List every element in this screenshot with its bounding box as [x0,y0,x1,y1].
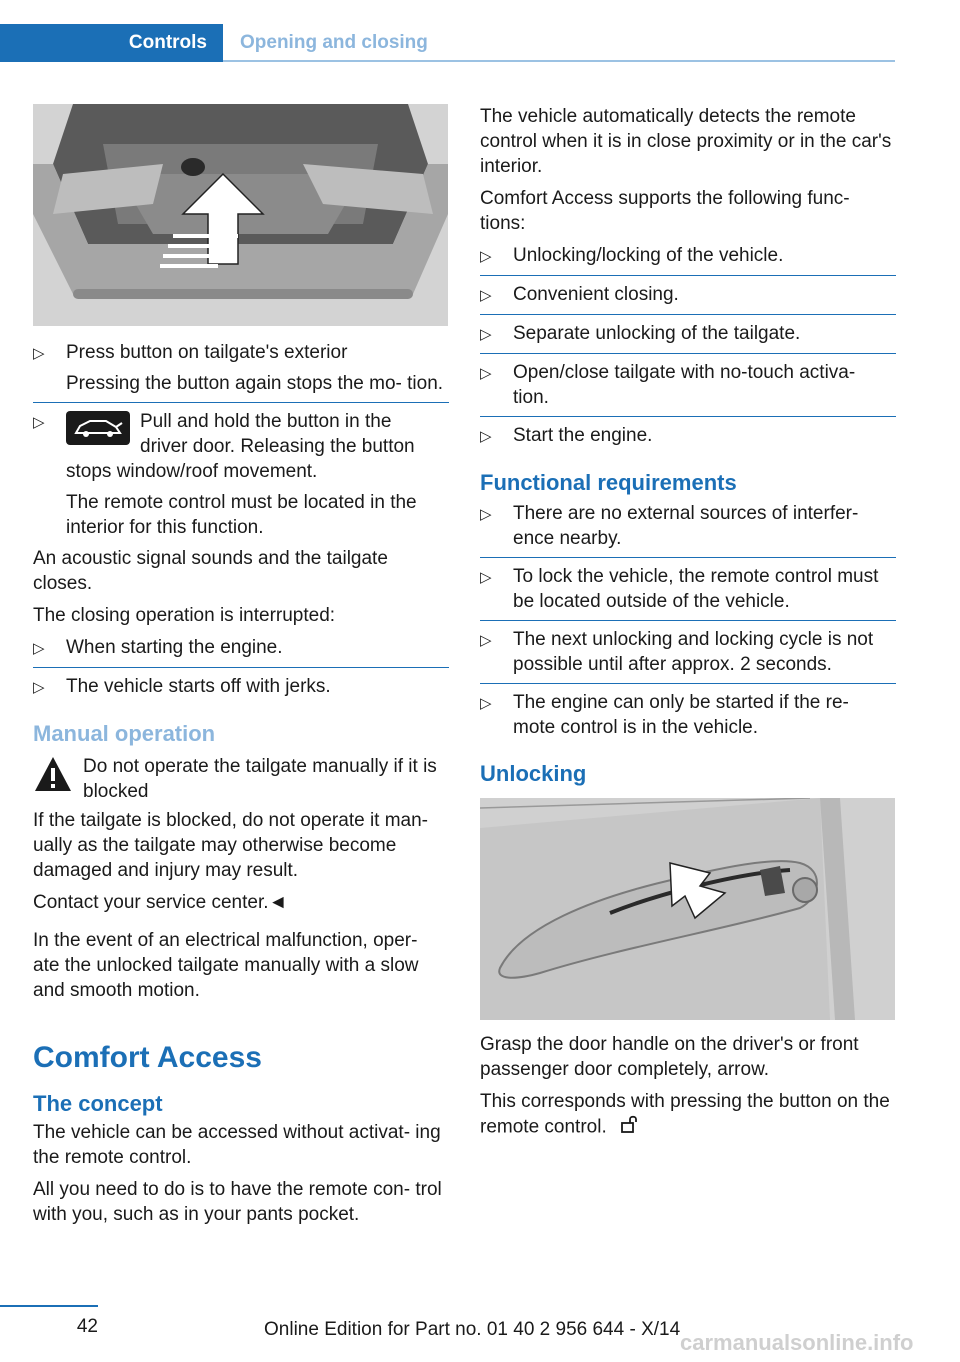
requirement-text: The engine can only be started if the re- mote control is in the vehicle. [513,692,849,738]
function-text: Convenient closing. [513,284,679,305]
bullet-separator [33,402,449,403]
triangle-right-icon: ▷ [480,287,492,304]
bullet-tailgate-button [33,340,449,396]
requirement-text: There are no external sources of interfer- ence nearby. [513,503,859,549]
triangle-right-icon: ▷ [480,569,492,586]
edition-text: Online Edition for Part no. 01 40 2 956 644 - X/14 [264,1319,681,1340]
concept-text-1: The vehicle can be accessed without activat- ing the remote control. [33,1122,441,1168]
left-column [33,104,449,1234]
triangle-right-icon: ▷ [480,695,492,712]
bullet-separator [480,353,896,354]
tailgate-figure [33,104,448,326]
triangle-right-icon: ▷ [33,679,45,696]
concept-text-2: All you need to do is to have the remote con- trol with you, such as in your pants pocket. [33,1179,442,1225]
bullet-text: The vehicle starts off with jerks. [66,676,331,697]
warning-title: Do not operate the tailgate manually if it is blocked [83,756,437,802]
subsection-tab: Opening and closing [240,32,428,53]
function-item [480,423,896,449]
function-item [480,360,896,410]
bullet-interrupt-engine [33,635,449,661]
requirement-text: The next unlocking and locking cycle is not possible until after approx. 2 seconds. [513,629,874,675]
bullet-separator [480,416,896,417]
para-acoustic: An acoustic signal sounds and the tailgate closes. [33,548,388,594]
bullet-title-line: driver door. Releasing the button [140,436,415,457]
heading-manual-operation: Manual operation [33,721,216,746]
function-text: Start the engine. [513,425,653,446]
para-detects: The vehicle automatically detects the remote control when it is in close proximity or in the car's interior. [480,106,892,177]
bullet-driver-door-button [33,409,449,540]
bullet-separator [480,275,896,276]
door-handle-illustration [480,798,895,1020]
triangle-right-icon: ▷ [480,632,492,649]
bullet-title-line: Pull and hold the button in the [140,411,392,432]
tailgate-illustration [33,104,448,326]
heading-comfort-access: Comfort Access [33,1041,262,1074]
para-corresponds [480,1089,896,1141]
function-item [480,243,896,269]
triangle-right-icon: ▷ [480,248,492,265]
bullet-interrupt-jerks [33,674,449,700]
function-text: Open/close tailgate with no-touch activa- tion. [513,362,856,408]
bullet-separator [480,557,896,558]
tailgate-car-icon [66,411,130,445]
function-item [480,282,896,308]
requirement-item [480,564,896,614]
heading-unlocking: Unlocking [480,761,587,786]
bullet-separator [480,620,896,621]
contact-service: Contact your service center.◄ [33,892,288,913]
triangle-right-icon: ▷ [33,345,45,362]
heading-concept: The concept [33,1091,163,1116]
bullet-separator [33,667,449,668]
watermark: carmanualsonline.info [680,1330,914,1355]
page-number: 42 [76,1316,98,1337]
triangle-right-icon: ▷ [480,428,492,445]
bullet-title: Press button on tailgate's exterior [66,342,348,363]
section-tab: Controls [0,24,223,62]
function-text: Separate unlocking of the tailgate. [513,323,801,344]
unlock-padlock-icon [620,1114,640,1141]
warning-triangle-icon [33,754,83,804]
bullet-text: Pressing the button again stops the mo- tion. [66,373,444,394]
door-handle-figure [480,798,895,1020]
warning-block [33,754,449,804]
triangle-right-icon: ▷ [480,326,492,343]
triangle-right-icon: ▷ [33,640,45,657]
bullet-separator [480,314,896,315]
requirement-text: To lock the vehicle, the remote control must be located outside of the vehicle. [513,566,879,612]
para-interrupted: The closing operation is interrupted: [33,605,336,626]
corresponds-text: This corresponds with pressing the button on the remote control. [480,1091,890,1138]
triangle-right-icon: ▷ [480,365,492,382]
bullet-title-line: stops window/roof movement. [66,461,318,482]
triangle-right-icon: ▷ [480,506,492,523]
requirement-item [480,627,896,677]
triangle-right-icon: ▷ [33,414,45,431]
heading-functional-requirements: Functional requirements [480,470,737,495]
para-electrical: In the event of an electrical malfunction, oper- ate the unlocked tailgate manually with a slow and smooth motion. [33,930,419,1001]
header-rule [223,60,895,62]
warning-text: If the tailgate is blocked, do not operate it man- ually as the tailgate may otherwise become damaged and injury may result. [33,810,429,881]
function-text: Unlocking/locking of the vehicle. [513,245,784,266]
para-grasp: Grasp the door handle on the driver's or front passenger door completely, arrow. [480,1034,859,1080]
page-number-rule [0,1305,98,1307]
bullet-text: The remote control must be located in the interior for this function. [66,492,417,538]
page-header [0,0,895,62]
bullet-text: When starting the engine. [66,637,283,658]
requirement-item [480,501,896,551]
bullet-separator [480,683,896,684]
requirement-item [480,690,896,740]
function-item [480,321,896,347]
right-column [480,104,896,1148]
para-supports: Comfort Access supports the following func- tions: [480,188,850,234]
